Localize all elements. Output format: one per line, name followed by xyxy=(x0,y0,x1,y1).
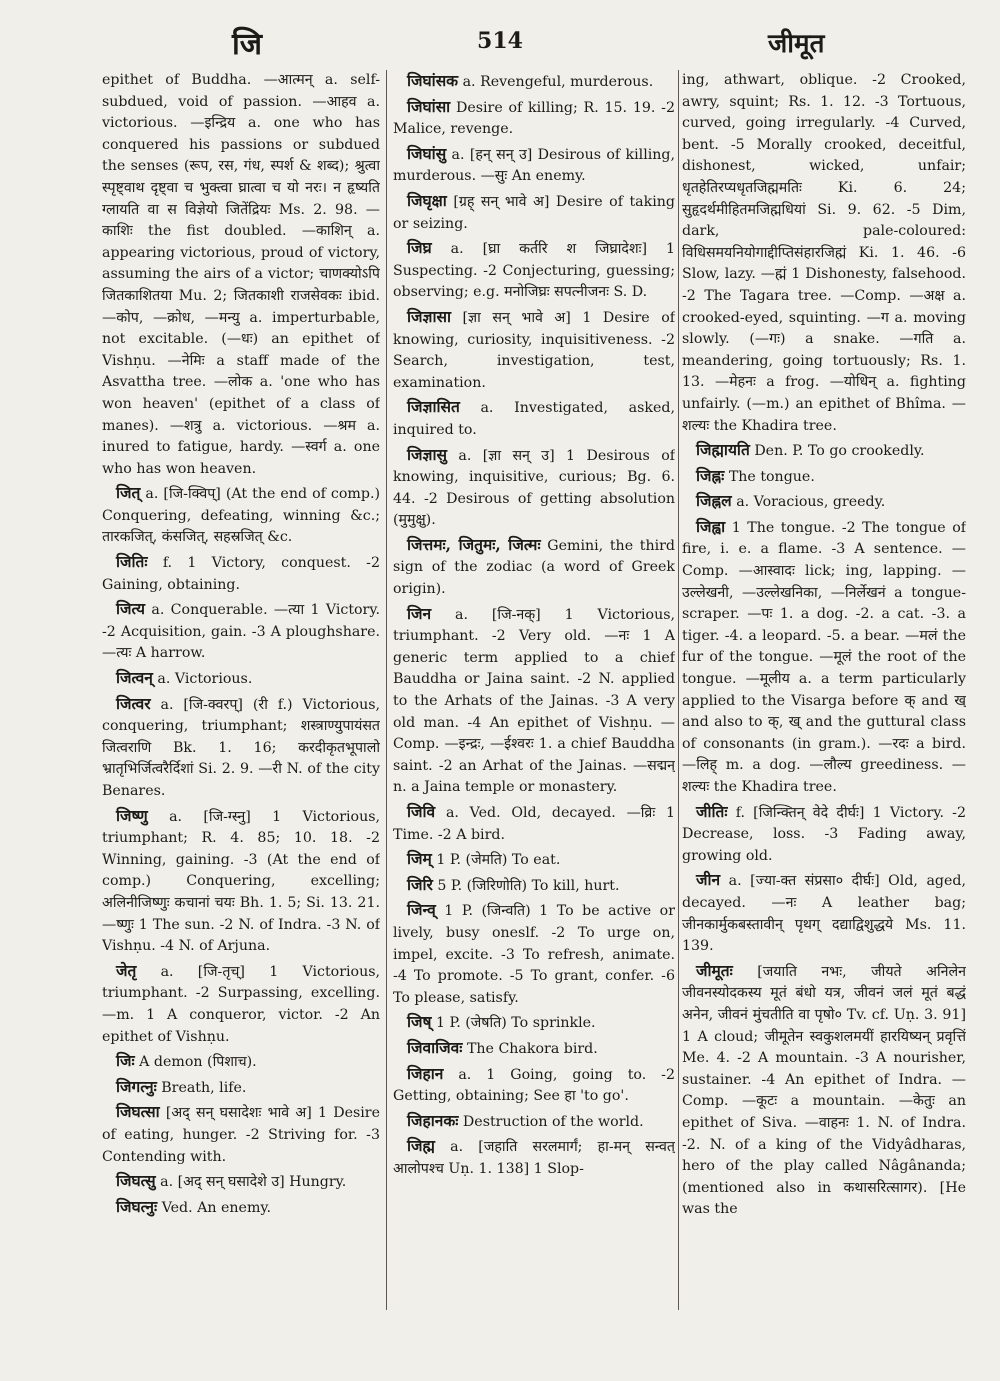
dictionary-entry xyxy=(393,143,675,188)
dictionary-entry xyxy=(102,551,380,596)
entry-definition: ing, athwart, oblique. -2 Crooked, awry, squint; Rs. 1. 12. -3 Tortuous, curved, going irregularly. -4 Curved, bent. -5 Morally crooked, deceitful, dishonest, wicked, unfair; धृतहेतिरप्यधृतजिह्ममतिः Ki. 6. 24; सुहृदर्थमीहितमजिह्मधियां Si. 9. 62. -5 Dim, dark, pale-coloured: विधिसमयनियोगाद्दीप्तिसंहारजिह्मं Ki. 1. 46. -6 Slow, lazy. —ह्मं 1 Dishonesty, falsehood. -2 The Tagara tree. —Comp. —अक्ष a. crooked-eyed, squinting. —ग a. moving slowly. (—गः) a snake. —गति a. meandering, going tortuously; Rs. 1. 13. —मेहनः a frog. —योधिन् a. fighting unfairly. (—m.) an epithet of Bhîma. —शल्यः the Khadira tree. xyxy=(682,72,966,434)
dictionary-entry xyxy=(393,306,675,394)
entry-definition: f. [जिन्क्तिन् वेदे दीर्घः] 1 Victory. -2 Decrease, loss. -3 Fading away, growing old. xyxy=(682,804,966,864)
column-divider-2 xyxy=(678,70,679,1310)
entry-definition: 1 P. (जेमति) To eat. xyxy=(436,852,561,869)
dictionary-entry xyxy=(393,396,675,441)
dictionary-entry xyxy=(393,190,675,235)
entry-headword: जिहानकः xyxy=(407,1110,459,1130)
dictionary-entry xyxy=(393,1063,675,1108)
entry-headword: जित्वर xyxy=(116,693,151,713)
entry-headword: जिह्नः xyxy=(696,465,725,485)
page-number: 514 xyxy=(477,28,523,54)
dictionary-entry xyxy=(393,874,675,898)
left-running-headword: जि xyxy=(232,27,263,62)
dictionary-entry xyxy=(682,801,966,868)
column-divider-1 xyxy=(386,70,387,1310)
dictionary-entry xyxy=(102,1170,380,1194)
entry-headword: जिज्ञासु xyxy=(407,444,447,464)
entry-headword: जिहान xyxy=(407,1063,444,1083)
right-running-headword: जीमूत xyxy=(768,29,825,59)
entry-definition: a. [जि-तृच्] 1 Victorious, triumphant. -2 Surpassing, excelling. —m. 1 A conqueror, victor. -2 An epithet of Vishṇu. xyxy=(102,963,380,1045)
entry-definition: epithet of Buddha. —आत्मन् a. self-subdued, void of passion. —आहव a. victorious. —इन्द्रिय a. one who has conquered his passions or subdued the senses (रूप, रस, गंध, स्पर्श & शब्द); श्रुत्वा स्पृष्ट्वाथ दृष्ट्वा च भुक्त्वा घ्रात्वा च यो नरः। न हृष्यति ग्लायति वा स विज्ञेयो जितेंद्रियः Ms. 2. 98. —काशिः the fist doubled. —काशिन् a. appearing victorious, proud of victory, assuming the airs of a victor; चाणक्योऽपि जितकाशितया Mu. 2; जितकाशी राजसेवकः ibid. —कोप, —क्रोध, —मन्यु a. imperturbable, not excitable. (—धः) an epithet of Vishṇu. —नेमिः a staff made of the Asvattha tree. —लोक a. 'one who has won heaven' (epithet of a class of manes). —शत्रु a. victorious. —श्रम a. inured to fatigue, hardy. —स्वर्ग a. one who has won heaven. xyxy=(102,72,380,477)
entry-definition: a. Victorious. xyxy=(157,671,253,688)
entry-headword: जिन्व् xyxy=(407,900,436,920)
entry-definition: f. 1 Victory, conquest. -2 Gaining, obtaining. xyxy=(102,555,380,593)
entry-headword: जिज्ञासा xyxy=(407,306,451,326)
entry-headword: जिवि xyxy=(407,802,436,821)
entry-headword: जिघांसक xyxy=(407,71,459,90)
entry-definition: a. [जि-क्वरप्] (री f.) Victorious, conquering, triumphant; शस्त्राण्युपायंसत जित्वराणि Bk. 1. 16; करदीकृतभूपालो भ्रातृभिर्जित्वरैर्दिशां Si. 2. 9. —री N. of the city Benares. xyxy=(102,696,380,799)
dictionary-entry xyxy=(102,598,380,665)
dictionary-entry xyxy=(682,465,966,489)
entry-headword: जिगत्नुः xyxy=(116,1076,157,1096)
entry-definition: A demon (पिशाच). xyxy=(139,1054,257,1071)
entry-definition: [ज्ञा सन् भावे अ] 1 Desire of knowing, curiosity, inquisitiveness. -2 Search, investigation, test, examination. xyxy=(393,309,675,391)
entry-definition: a. Conquerable. —त्या 1 Victory. -2 Acquisition, gain. -3 A ploughshare. —त्यः A harrow. xyxy=(102,602,380,662)
entry-headword: जितिः xyxy=(116,552,148,572)
entry-headword: जिष् xyxy=(407,1012,432,1032)
entry-definition: a. [ज्ञा सन् उ] 1 Desirous of knowing, inquisitive, curious; Bg. 6. 44. -2 Desirous of getting absolution (मुमुक्षु). xyxy=(393,447,675,529)
entry-definition: a. Ved. Old, decayed. —व्रिः 1 Time. -2 A bird. xyxy=(393,805,675,843)
entry-headword: जित् xyxy=(116,483,141,503)
entry-headword: जिह्मायति xyxy=(696,440,750,460)
entry-definition: a. [जि-नक्] 1 Victorious, triumphant. -2 Very old. —नः 1 A generic term applied to a chief Bauddha or Jaina saint. -2 N. applied to the Arhats of the Jainas. -3 A very old man. -4 An epithet of Vishṇu. —Comp. —इन्द्रः, —ईश्वरः 1. a chief Bauddha saint. -2 an Arhat of the Jainas. —सद्मन् n. a Jaina temple or monastery. xyxy=(393,606,675,796)
entry-definition: Desire of killing; R. 15. 19. -2 Malice, revenge. xyxy=(393,99,675,138)
entry-definition: a. 1 Going, going to. -2 Getting, obtaining; See हा 'to go'. xyxy=(393,1066,675,1105)
entry-definition: Ved. An enemy. xyxy=(161,1199,272,1216)
dictionary-entry xyxy=(102,1101,380,1168)
entry-headword: जिघांसा xyxy=(407,96,451,116)
dictionary-entry xyxy=(393,444,675,532)
entry-definition: 1 P. (जेषति) To sprinkle. xyxy=(436,1015,596,1032)
dictionary-entry xyxy=(102,667,380,691)
entry-headword: जीन xyxy=(696,870,721,890)
entry-definition: a. [जहाति सरलमार्गं; हा-मन् सन्वत् आलोपश्च Uṇ. 1. 138] 1 Slop- xyxy=(393,1139,675,1177)
entry-headword: जेतृ xyxy=(116,960,137,980)
entry-definition: [अद् सन् घसादेशः भावे अ] 1 Desire of eating, hunger. -2 Striving for. -3 Contending with. xyxy=(102,1105,380,1165)
entry-headword: जित्तमः, जितुमः, जित्मः xyxy=(407,534,541,554)
dictionary-entry xyxy=(102,960,380,1048)
dictionary-entry xyxy=(102,70,380,480)
dictionary-entry xyxy=(102,1050,380,1074)
entry-definition: a. Investigated, asked, inquired to. xyxy=(393,400,675,438)
entry-definition: Destruction of the world. xyxy=(462,1113,644,1130)
entry-definition: [ग्रह् सन् भावे अ] Desire of taking or seizing. xyxy=(393,193,675,232)
entry-definition: 5 P. (जिरिणोति) To kill, hurt. xyxy=(437,877,620,894)
entry-definition: a. [अद् सन् घसादेशे उ] Hungry. xyxy=(160,1174,347,1191)
dictionary-entry xyxy=(393,70,675,94)
dictionary-entry xyxy=(682,490,966,514)
entry-definition: 1 P. (जिन्वति) 1 To be active or lively, busy oneslf. -2 To urge on, impel, excite. -3 To refresh, animate. -4 To promote. -5 To grant, confer. -6 To please, satisfy. xyxy=(393,903,675,1006)
entry-definition: The Chakora bird. xyxy=(466,1040,598,1057)
column-1 xyxy=(102,70,380,1332)
dictionary-entry xyxy=(682,439,966,463)
entry-headword: जिज्ञासित xyxy=(407,397,460,417)
dictionary-entry xyxy=(682,960,966,1221)
entry-headword: जीमूतः xyxy=(696,960,733,980)
dictionary-entry xyxy=(393,603,675,799)
entry-definition: Gemini, the third sign of the zodiac (a word of Greek origin). xyxy=(393,537,675,598)
entry-definition: 1 The tongue. -2 The tongue of fire, i. e. a flame. -3 A sentence. —Comp. —आस्वादः lick; ing, lapping. —उल्लेखनी, —उल्लेखनिका, —निर्लेखनं a tongue-scraper. —पः 1. a dog. -2. a cat. -3. a tiger. -4. a leopard. -5. a bear. —मलं the fur of the tongue. —मूलं the root of the tongue. —मूलीय a. a term particularly applied to the Visarga before क् and ख् and also to क्, ख् and the guttural class of consonants (in gram.). —रदः a bird. —लिह् m. a dog. —लौल्य greediness. —शल्यः the Khadira tree. xyxy=(682,519,966,795)
page-header xyxy=(0,22,1000,66)
column-3 xyxy=(682,70,966,1332)
entry-definition: a. [हन् सन् उ] Desirous of killing, murderous. —सुः An enemy. xyxy=(393,146,675,185)
entry-headword: जिह्वा xyxy=(696,516,726,536)
entry-definition: a. Revengeful, murderous. xyxy=(462,74,654,90)
entry-headword: जित्य xyxy=(116,599,146,619)
dictionary-entry xyxy=(393,848,675,872)
entry-headword: जिः xyxy=(116,1051,135,1071)
dictionary-entry xyxy=(393,801,675,846)
dictionary-entry xyxy=(393,534,675,601)
entry-headword: जिघांसु xyxy=(407,143,447,163)
dictionary-entry xyxy=(102,1196,380,1220)
dictionary-entry xyxy=(102,805,380,958)
entry-headword: जिरि xyxy=(407,874,433,894)
entry-definition: a. [ज्या-क्त संप्रसा० दीर्घः] Old, aged, decayed. —नः A leather bag; जीनकार्मुकबस्तावीन् पृथग् दद्याद्विशुद्धये Ms. 11. 139. xyxy=(682,873,966,955)
dictionary-entry xyxy=(102,693,380,803)
entry-definition: [जयाति नभः, जीयते अनिलेन जीवनस्योदकस्य मूतं बंधो यत्र, जीवनं जलं मूतं बद्धं अनेन, जीवनं मुंचतीति वा पृषो० Tv. cf. Uṇ. 3. 91] 1 A cloud; जीमूतेन स्वकुशलमयीं हारयिष्यन् प्रवृत्तिं Me. 4. -2 A mountain. -3 A nourisher, sustainer. -4 An epithet of Indra. —Comp. —कूटः a mountain. —केतुः an epithet of Siva. —वाहनः 1. N. of Indra. -2. N. of a king of the Vidyâdharas, hero of the play called Nâgânanda; (mentioned also in कथासरित्सागर). [He was the xyxy=(682,963,966,1218)
dictionary-entry xyxy=(393,1135,675,1180)
entry-headword: जिघत्नुः xyxy=(116,1196,158,1216)
entry-definition: a. Voracious, greedy. xyxy=(736,494,886,511)
entry-headword: जिष्णु xyxy=(116,805,148,825)
entry-headword: जिघ्र xyxy=(407,238,432,258)
dictionary-entry xyxy=(393,237,675,304)
entry-headword: जीतिः xyxy=(696,801,728,821)
dictionary-entry xyxy=(682,70,966,437)
dictionary-entry xyxy=(682,516,966,799)
dictionary-entry xyxy=(393,1037,675,1061)
dictionary-entry xyxy=(393,1110,675,1134)
entry-headword: जिघत्सा xyxy=(116,1102,160,1122)
dictionary-entry xyxy=(682,869,966,957)
entry-headword: जिघत्सु xyxy=(116,1171,156,1191)
entry-headword: जिवाजिवः xyxy=(407,1037,463,1057)
dictionary-entry xyxy=(393,1011,675,1035)
entry-definition: a. [जि-ग्स्नु] 1 Victorious, triumphant; R. 4. 85; 10. 18. -2 Winning, gaining. -3 (At the end of comp.) Conquering, excelling; अलिनीजिष्णुः कचानां चयः Bh. 1. 5; Si. 13. 21. —ष्णुः 1 The sun. -2 N. of Indra. -3 N. of Vishṇu. -4 N. of Arjuna. xyxy=(102,808,380,955)
entry-headword: जिम् xyxy=(407,849,432,869)
dictionary-entry xyxy=(102,1076,380,1100)
dictionary-entry xyxy=(393,899,675,1009)
entry-definition: Den. P. To go crookedly. xyxy=(754,443,925,460)
entry-headword: जिह्नल xyxy=(696,491,732,511)
entry-definition: a. [घ्रा कर्तरि श जिघ्रादेशः] 1 Suspecting. -2 Conjecturing, guessing; observing; e.g. मनोजिघ्रः सपत्नीजनः S. D. xyxy=(393,241,675,301)
dictionary-entry xyxy=(102,482,380,549)
entry-definition: Breath, life. xyxy=(161,1079,247,1096)
entry-headword: जिघृक्षा xyxy=(407,190,447,210)
entry-headword: जिह्म xyxy=(407,1136,435,1156)
column-2 xyxy=(393,70,675,1332)
entry-headword: जिन xyxy=(407,603,432,623)
entry-definition: The tongue. xyxy=(728,468,815,485)
entry-definition: a. [जि-क्विप्] (At the end of comp.) Conquering, defeating, winning &c.; तारकजित्, कंसजित्, सहस्रजित् &c. xyxy=(102,486,380,546)
dictionary-entry xyxy=(393,96,675,141)
entry-headword: जित्वन् xyxy=(116,668,153,688)
